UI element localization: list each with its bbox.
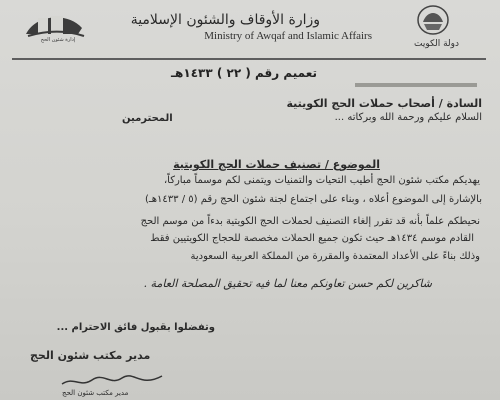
body-paragraph-4: القادم موسم ١٤٣٤هـ حيث تكون جميع الحملات مخصصة للحجاج الكويتيين فقط bbox=[150, 233, 474, 244]
reference-stamp-line bbox=[355, 80, 477, 90]
body-paragraph-1: يهديكم مكتب شئون الحج أطيب التحيات والتمنيات ويتمنى لكم موسماً مباركاً، bbox=[163, 175, 480, 186]
state-name: دولة الكويت bbox=[414, 39, 459, 49]
body-paragraph-3: نحيطكم علماً بأنه قد تقرر إلغاء التصنيف لحملات الحج الكويتية بدءاً من موسم الحج bbox=[140, 216, 480, 227]
signoff-title: مدير مكتب شئون الحج bbox=[30, 349, 151, 362]
signoff-title-small: مدير مكتب شئون الحج bbox=[62, 389, 129, 397]
ministry-title-english: Ministry of Awqaf and Islamic Affairs bbox=[204, 30, 372, 42]
subject-line: الموضوع / تصنيف حملات الحج الكويتية bbox=[173, 158, 380, 171]
closing-line: وتفضلوا بقبول فائق الاحترام ... bbox=[56, 322, 215, 333]
body-paragraph-2: بالإشارة إلى الموضوع أعلاه ، وبناء على اجتماع لجنة شئون الحج رقم (٥ / ١٤٣٣هـ) bbox=[144, 194, 482, 205]
kuwait-state-emblem-icon bbox=[415, 4, 451, 38]
circular-number: تعميم رقم ( ٢٢ ) ١٤٣٣هـ bbox=[170, 66, 317, 80]
header-divider bbox=[12, 58, 486, 60]
thanks-line: شاكرين لكم حسن تعاونكم معنا لما فيه تحقيق المصلحة العامة . bbox=[143, 277, 432, 290]
ministry-title-arabic: وزارة الأوقاف والشئون الإسلامية bbox=[130, 12, 320, 28]
body-paragraph-5: وذلك بناءً على الأعداد المعتمدة والمقررة من المملكة العربية السعودية bbox=[190, 251, 480, 262]
logo-caption: إدارة شئون الحج bbox=[40, 37, 76, 43]
honorific-label: المحترمين bbox=[122, 113, 173, 124]
addressee-line: السادة / أصحاب حملات الحج الكويتية bbox=[286, 97, 482, 110]
greeting-line: السلام عليكم ورحمة الله وبركاته ... bbox=[334, 112, 482, 123]
